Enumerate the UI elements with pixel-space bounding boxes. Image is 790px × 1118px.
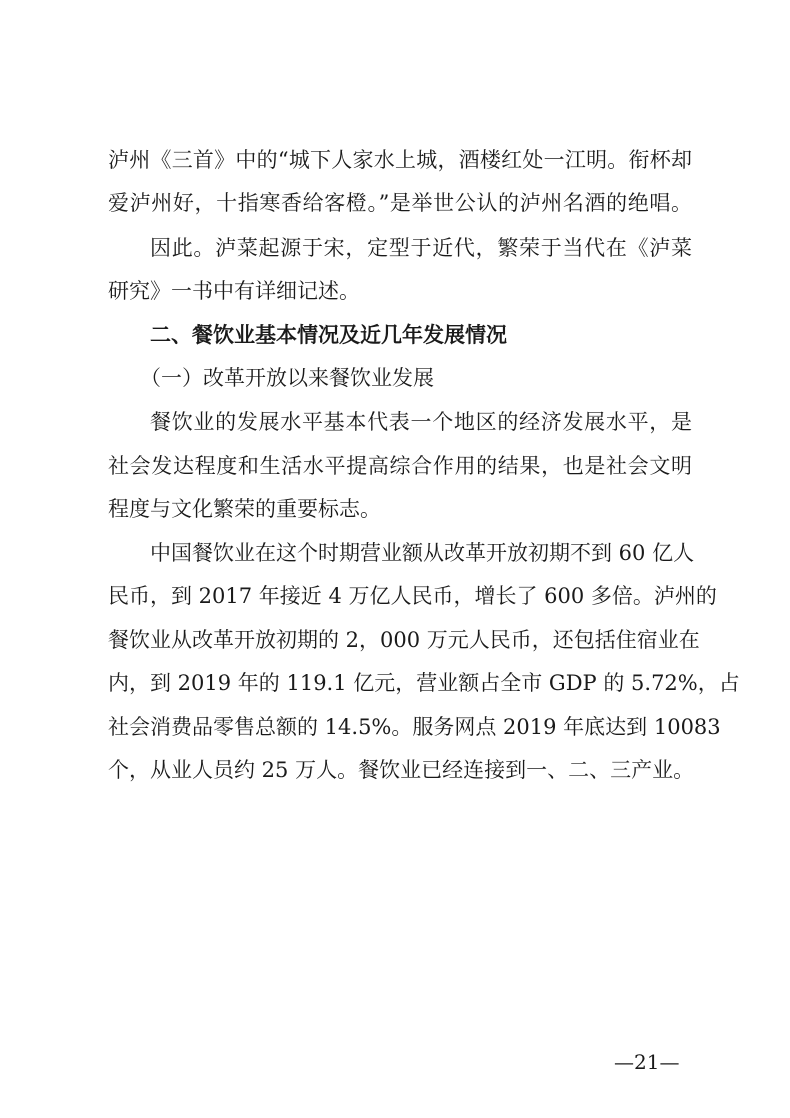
paragraph-line: 餐饮业从改革开放初期的 2，000 万元人民币，还包括住宿业在: [108, 628, 700, 652]
paragraph-line: 民币，到 2017 年接近 4 万亿人民币，增长了 600 多倍。泸州的: [108, 584, 717, 608]
paragraph-line: 因此。泸菜起源于宋，定型于近代，繁荣于当代在《泸菜: [150, 236, 692, 260]
paragraph-line: 爱泸州好，十指寒香给客橙。”是举世公认的泸州名酒的绝唱。: [108, 191, 692, 215]
paragraph-line: 社会发达程度和生活水平提高综合作用的结果，也是社会文明: [108, 454, 692, 478]
paragraph-line: 个，从业人员约 25 万人。餐饮业已经连接到一、二、三产业。: [108, 758, 695, 782]
page-number: —21—: [614, 1050, 680, 1074]
section-heading: 二、餐饮业基本情况及近几年发展情况: [150, 323, 507, 347]
paragraph-line: 程度与文化繁荣的重要标志。: [108, 497, 381, 521]
paragraph-line: 内，到 2019 年的 119.1 亿元，营业额占全市 GDP 的 5.72%，占: [108, 671, 740, 695]
paragraph-line: 泸州《三首》中的“城下人家水上城，酒楼红处一江明。衔杯却: [108, 148, 692, 172]
paragraph-line: 中国餐饮业在这个时期营业额从改革开放初期不到 60 亿人: [150, 541, 695, 565]
paragraph-line: 社会消费品零售总额的 14.5%。服务网点 2019 年底达到 10083: [108, 715, 721, 739]
paragraph-line: 餐饮业的发展水平基本代表一个地区的经济发展水平，是: [150, 410, 692, 434]
paragraph-line: 研究》一书中有详细记述。: [108, 279, 360, 303]
subsection-heading: （一）改革开放以来餐饮业发展: [140, 366, 434, 390]
